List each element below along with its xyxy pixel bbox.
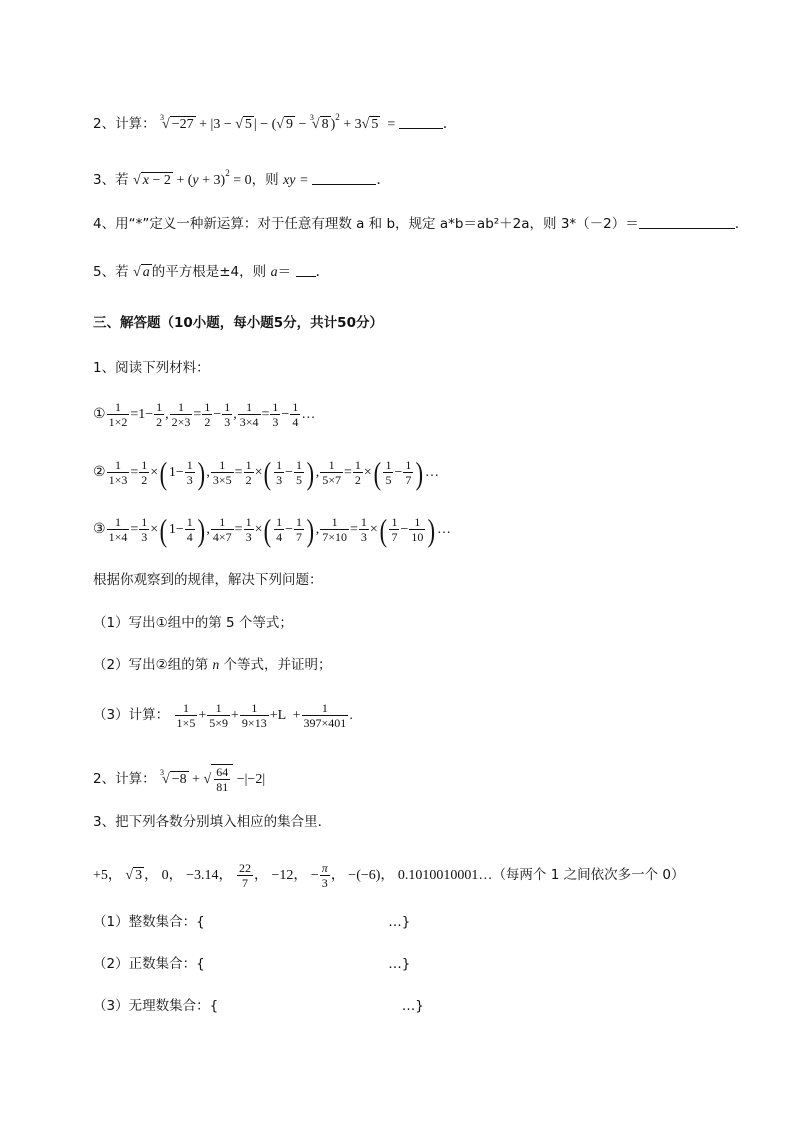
- question-label: 计算：: [115, 116, 156, 132]
- section-heading: 三、解答题（10小题，每小题5分，共计50分）: [93, 315, 383, 331]
- answer-blank[interactable]: [399, 116, 443, 129]
- number-list: +5， √ 3 ， 0， −3.14， $\frac{22}{7}$ ， −12， − $\frac{\pi}{3}$ ， −(−6)， 0.1010010001…（每两个 1 之间依次多一个 0）: [93, 861, 685, 891]
- expression: √ a: [133, 265, 150, 280]
- question-text: 4、用“*”定义一种新运算：对于任意有理数 a 和 b，规定 a*b＝ab²＋2a，则 3*（－2）＝: [93, 216, 639, 232]
- question-3: 3、若 √ $x - 2 + (y + 3)^2 = 0$，则 xy = .: [93, 168, 381, 188]
- answer-blank[interactable]: [639, 216, 735, 229]
- question-number: 3、: [93, 172, 116, 188]
- set-positive: （2）正数集合：{ …}: [93, 956, 411, 972]
- answer-blank[interactable]: [312, 172, 376, 185]
- problem-3-label: 3、把下列各数分别填入相应的集合里．: [93, 814, 332, 830]
- series-row-1: ① $\frac{1}{1\times 2}$ =1− $\frac{1}{2}$ , $\frac{1}{2\times 3}$ = $\frac{1}{2}$ − $\frac{1}{3}$ , $\frac{1}{3\times 4}$ = $\frac{1}{3}$ − $\frac{1}{4}$ …: [93, 400, 316, 430]
- series-row-2: ② $\frac{1}{1\times 3}$ = $\frac{1}{2}$ ×( 1− $\frac{1}{3}$ ) , $\frac{1}{3\times 5}$ = $\frac{1}{2}$ ×( $\frac{1}{3}$ − $\frac{1}{5}$ ) , $\frac{1}{5\times 7}$ = $\frac{1}{2}$ ×( $\frac{1}{5}$ − $\frac{1}{7}$ ) …: [93, 454, 439, 491]
- answer-blank[interactable]: [296, 264, 316, 277]
- problem-1-ask: 根据你观察到的规律，解决下列问题：: [93, 572, 323, 588]
- problem-2: 2、计算： $^3$√ −8 + √ $\frac{64}{81}$ −|−2|: [93, 765, 266, 795]
- question-4: 4、用“*”定义一种新运算：对于任意有理数 a 和 b，规定 a*b＝ab²＋2a，则 3*（－2）＝ .: [93, 216, 740, 232]
- problem-1-sub3: （3）计算： $\frac{1}{1\times 5}$ + $\frac{1}{5\times 9}$ + $\frac{1}{9\times 13}$ +L + $\frac{1}{397\times 401}$ .: [93, 701, 353, 731]
- question-2: 2、计算： $^3$√ −27 + |3 − √ 5 | − (√ 9 − $^3$√ 8 )$^2$ + 3√ 5 = .: [93, 112, 448, 132]
- set-integers: （1）整数集合：{ …}: [93, 914, 411, 930]
- problem-1-sub2: （2）写出②组的第 n 个等式，并证明；: [93, 657, 332, 673]
- expression: √ $x - 2 + (y + 3)^2 = 0$: [133, 168, 252, 188]
- set-irrational: （3）无理数集合：{ …}: [93, 998, 424, 1014]
- series-row-3: ③ $\frac{1}{1\times 4}$ = $\frac{1}{3}$ ×( 1− $\frac{1}{4}$ ) , $\frac{1}{4\times 7}$ = $\frac{1}{3}$ ×( $\frac{1}{4}$ − $\frac{1}{7}$ ) , $\frac{1}{7\times 10}$ = $\frac{1}{3}$ ×( $\frac{1}{7}$ − $\frac{1}{10}$ ) …: [93, 511, 451, 548]
- question-number: 2、: [93, 116, 116, 132]
- expression: $^3$√ −27 + |3 − √ 5 | − (√ 9 − $^3$√ 8 )$^2$ + 3√ 5 =: [160, 112, 399, 132]
- problem-1-sub1: （1）写出①组中的第 5 个等式；: [93, 615, 293, 631]
- question-5: 5、若 √ a 的平方根是±4，则 a＝ .: [93, 264, 320, 280]
- problem-1-intro: 1、阅读下列材料：: [93, 360, 210, 376]
